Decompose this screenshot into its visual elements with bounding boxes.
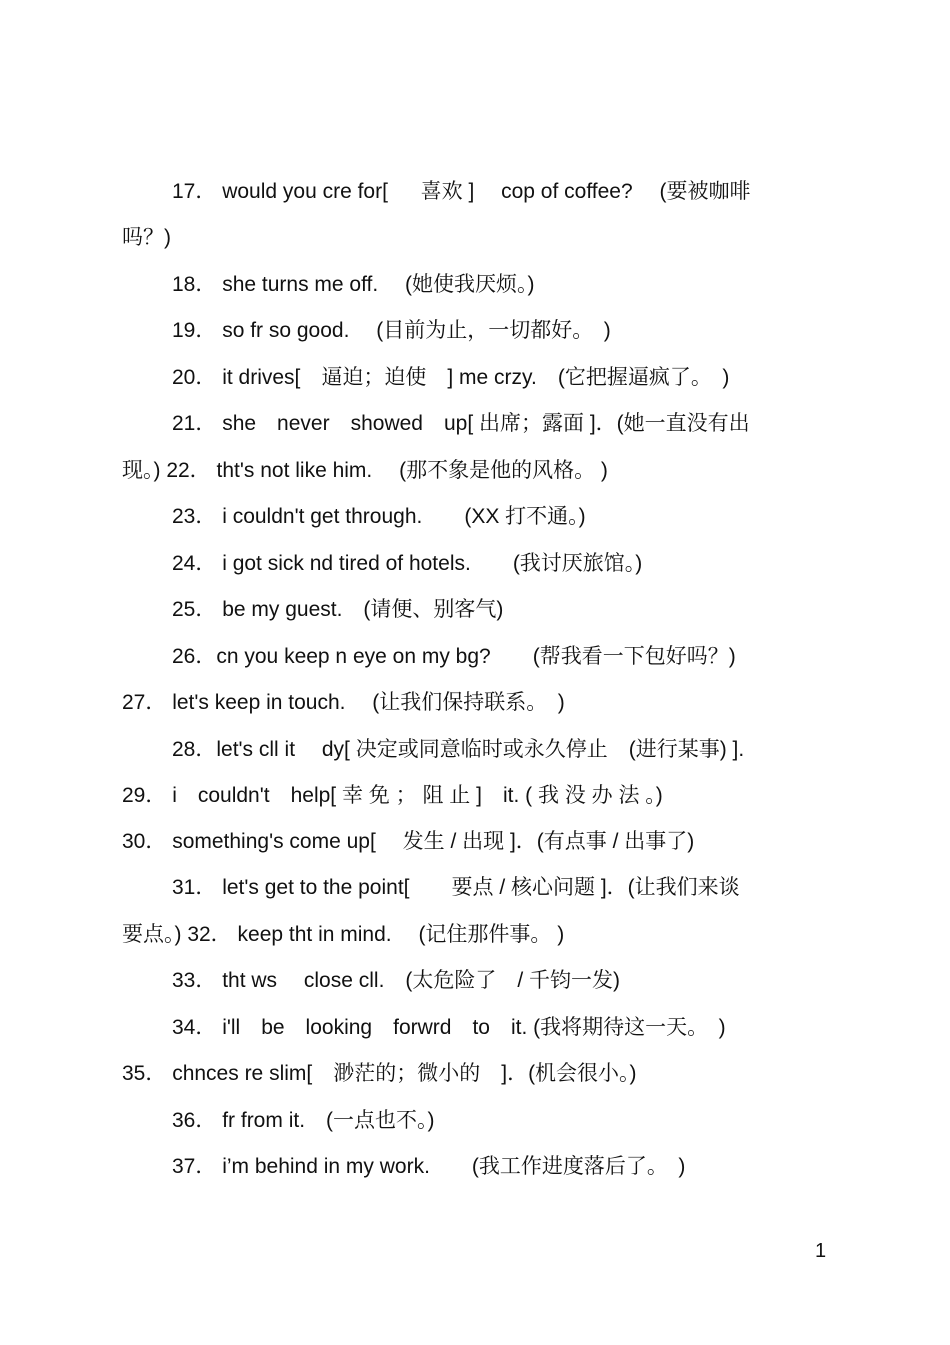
line-31-32: 要点。) 32． keep tht in mind. (记住那件事。 ) (122, 923, 565, 946)
line-28: 28．let's cll it dy[ 决定或同意临时或永久停止 (进行某事) ]. (172, 738, 745, 761)
line-31: 31． let's get to the point[ 要点 / 核心问题 ]．(让我们来谈 (172, 876, 740, 899)
line-37: 37． i’m behind in my work. (我工作进度落后了。 ) (172, 1155, 686, 1178)
line-20: 20． it drives[ 逼迫；迫使 ] me crzy. (它把握逼疯了。 ) (172, 366, 730, 389)
line-17: 17． would you cre for[ 喜欢 ] cop of coffee? (要被咖啡 (172, 180, 751, 203)
line-35: 35． chnces re slim[ 渺茫的；微小的 ]．(机会很小。) (122, 1062, 637, 1085)
line-26: 26．cn you keep n eye on my bg? (帮我看一下包好吗？) (172, 645, 736, 668)
line-21-22: 现。) 22． tht's not like him. (那不象是他的风格。 ) (122, 459, 608, 482)
line-25: 25． be my guest. (请便、别客气) (172, 598, 504, 621)
line-36: 36． fr from it. (一点也不。) (172, 1109, 435, 1132)
line-18: 18． she turns me off. (她使我厌烦。) (172, 273, 535, 296)
page-number: 1 (815, 1240, 827, 1262)
line-30: 30． something's come up[ 发生 / 出现 ]．(有点事 / 出事了) (122, 830, 695, 853)
line-29: 29． i couldn't help[ 幸 免 ； 阻 止 ] it. ( 我 没 办 法 。) (122, 784, 663, 807)
line-21: 21． she never showed up[ 出席；露面 ]．(她一直没有出 (172, 412, 750, 435)
line-17-cont: 吗？) (122, 226, 171, 249)
line-23: 23． i couldn't get through. (XX 打不通。) (172, 505, 586, 528)
line-33: 33． tht ws close cll. (太危险了 / 千钧一发) (172, 969, 621, 992)
line-19: 19． so fr so good. (目前为止，一切都好。 ) (172, 319, 611, 342)
line-24: 24． i got sick nd tired of hotels. (我讨厌旅馆。) (172, 552, 643, 575)
line-34: 34． i'll be looking forwrd to it. (我将期待这一天。 ) (172, 1016, 726, 1039)
line-27: 27． let's keep in touch. (让我们保持联系。 ) (122, 691, 565, 714)
